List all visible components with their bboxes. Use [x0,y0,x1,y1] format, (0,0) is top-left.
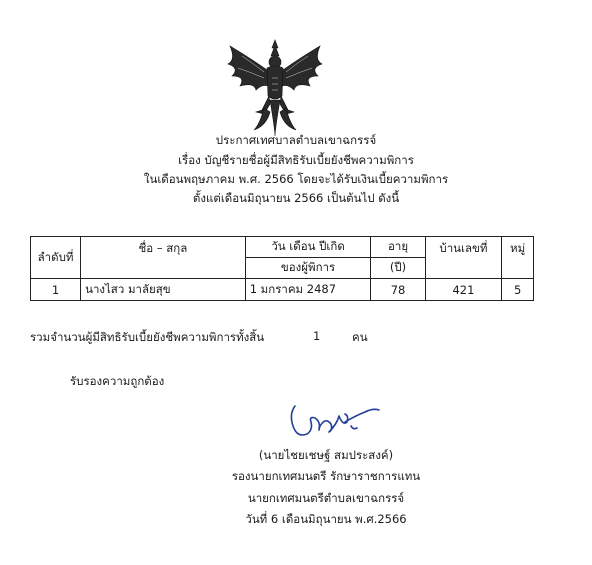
summary-count: 1 [313,329,321,343]
header-birth-1: วัน เดือน ปีเกิด [245,237,371,258]
announcement-start: ตั้งแต่เดือนมิถุนายน 2566 เป็นต้นไป ดังนี้ [192,191,400,205]
announcement-title: ประกาศเทศบาลตำบลเขาฉกรรจ์ [215,133,377,147]
header-age-2: (ปี) [371,258,425,279]
cell-order: 1 [31,279,81,301]
cell-moo: 5 [502,279,534,301]
announcement-period: ในเดือนพฤษภาคม พ.ศ. 2566 โดยจะได้รับเงินเบี้ยความพิการ [143,172,449,186]
beneficiary-table [30,236,534,301]
header-house: บ้านเลขที่ [425,237,502,279]
signatory-position-1: รองนายกเทศมนตรี รักษาราชการแทน [231,469,421,483]
table-row [31,279,534,301]
cell-house: 421 [425,279,502,301]
document-date: วันที่ 6 เดือนมิถุนายน พ.ศ.2566 [245,512,407,526]
header-birth-2: ของผู้พิการ [245,258,371,279]
header-age-1: อายุ [371,237,425,258]
cell-age: 78 [371,279,425,301]
signatory-position-2: นายกเทศมนตรีตำบลเขาฉกรรจ์ [247,491,405,505]
summary-unit: คน [352,330,368,344]
cell-birth: 1 มกราคม 2487 [245,279,371,301]
header-moo: หมู่ [502,237,534,279]
signatory-name: (นายไชยเชษฐ์ สมประสงค์) [258,448,394,462]
header-name: ชื่อ – สกุล [81,237,246,279]
garuda-emblem [220,38,330,138]
announcement-subject: เรื่อง บัญชีรายชื่อผู้มีสิทธิรับเบี้ยยังชีพความพิการ [178,153,414,167]
cell-name: นางไสว มาลัยสุข [81,279,246,301]
certify-text: รับรองความถูกต้อง [70,374,165,388]
header-order: ลำดับที่ [31,237,81,279]
signature [285,398,385,444]
summary-label: รวมจำนวนผู้มีสิทธิรับเบี้ยยังชีพความพิการทั้งสิ้น [30,330,265,344]
table-header-row [31,237,534,258]
